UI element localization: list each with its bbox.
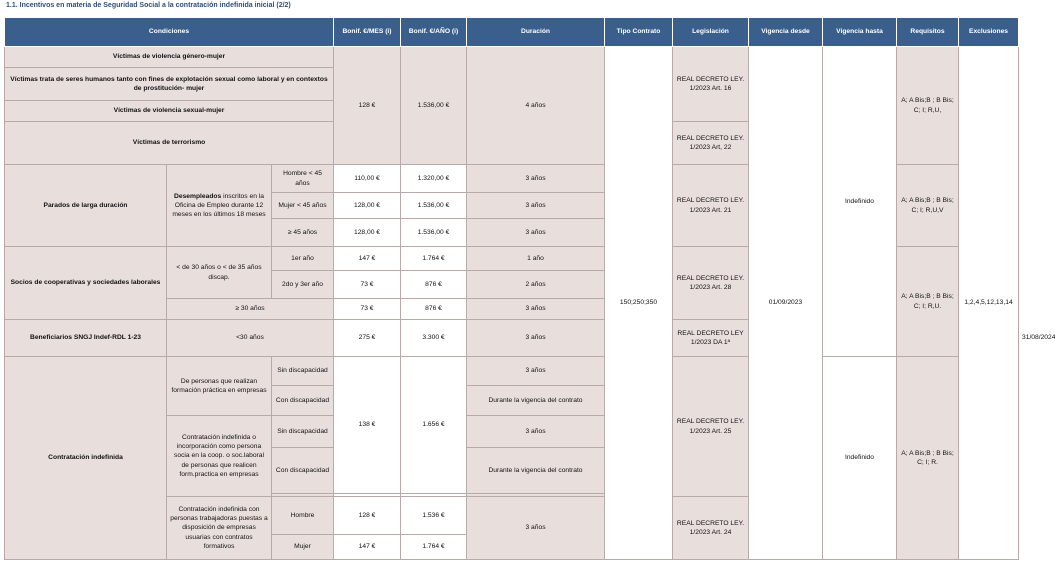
- legislacion-cell: REAL DECRETO LEY 1/2023 DA 1ª: [673, 320, 749, 357]
- duracion-cell: 1 año: [467, 247, 605, 271]
- group-label-parados: Parados de larga duración: [5, 165, 167, 247]
- table-row: [5, 47, 1019, 68]
- bonif-mes-cell: 147 €: [334, 535, 401, 560]
- subcondition-cell: <30 años: [167, 320, 334, 357]
- duracion-cell: Durante la vigencia del contrato: [467, 386, 605, 416]
- subcondition-cell: Mujer < 45 años: [272, 193, 334, 219]
- duracion-cell: 2 años: [467, 271, 605, 299]
- header-row: [5, 18, 1019, 47]
- header-condiciones: Condiciones: [5, 18, 334, 47]
- incentives-table: [4, 17, 1055, 560]
- bonif-mes-cell: 147 €: [334, 247, 401, 271]
- bonif-mes-cell: 110,00 €: [334, 165, 401, 193]
- duracion-cell: 3 años: [467, 357, 605, 386]
- subcondition-cell: Sin discapacidad: [272, 416, 334, 448]
- subcondition-cell: ≥ 45 años: [272, 219, 334, 247]
- header-tipo-contrato: Tipo Contrato: [605, 18, 673, 47]
- subcondition-cell: Con discapacidad: [272, 448, 334, 494]
- requisitos-cell: A; A Bis;B ; B Bis; C; I; R,U.: [897, 247, 959, 357]
- bonif-ano-cell: 1.764 €: [401, 535, 467, 560]
- bonif-ano-cell: 876 €: [401, 271, 467, 299]
- bonif-ano-cell: 1.536 €: [401, 497, 467, 535]
- subcondition-cell: 2do y 3er año: [272, 271, 334, 299]
- subcondition-cell: 1er año: [272, 247, 334, 271]
- requisitos-cell: A; A Bis;B ; B Bis; C; I; R,U,V: [897, 165, 959, 247]
- bonif-ano-cell: 3.300 €: [401, 320, 467, 357]
- bonif-ano-cell: 1.656 €: [401, 357, 467, 494]
- duracion-cell: 3 años: [467, 193, 605, 219]
- condition-cell: Víctimas de violencia sexual-mujer: [5, 101, 334, 122]
- bonif-ano-cell: 1.764 €: [401, 247, 467, 271]
- bonif-ano-cell: 1.536,00 €: [401, 47, 467, 165]
- contratacion-condition: Contratación indefinida con personas trabajadoras puestas a disposición de empresas usuarias con contratos formativos: [167, 497, 272, 560]
- table-row: Beneficiarios SNGJ Indef-RDL 1-23 <30 años 275 € 3.300 € 3 años REAL DECRETO LEY 1/2023 DA 1ª 31/08/2024: [5, 320, 1019, 357]
- subcondition-cell: Sin discapacidad: [272, 357, 334, 386]
- bonif-mes-cell: 128 €: [334, 47, 401, 165]
- contratacion-condition: Contratación indefinida o incorporación como persona socia en la coop. o soc.laboral de personas que realicen form.practica en empresas: [167, 416, 272, 497]
- duracion-cell: 4 años: [467, 47, 605, 165]
- condition-cell: Víctimas trata de seres humanos tanto con fines de explotación sexual como laboral y en contextos de prostitución- mujer: [5, 68, 334, 101]
- bonif-ano-cell: 1.536,00 €: [401, 193, 467, 219]
- bonif-ano-cell: 876 €: [401, 299, 467, 320]
- subcondition-cell: Hombre < 45 años: [272, 165, 334, 193]
- header-requisitos: Requisitos: [897, 18, 959, 47]
- bonif-ano-cell: 1.320,00 €: [401, 165, 467, 193]
- bonif-mes-cell: 73 €: [334, 299, 401, 320]
- vigencia-hasta-cell: Indefinido: [823, 47, 897, 357]
- legislacion-cell: REAL DECRETO LEY. 1/2023 Art, 22: [673, 122, 749, 165]
- vigencia-hasta-cell: Indefinido: [823, 357, 897, 560]
- subcondition-cell: ≥ 30 años: [167, 299, 334, 320]
- duracion-cell: 3 años: [467, 497, 605, 560]
- legislacion-cell: REAL DECRETO LEY. 1/2023 Art. 25: [673, 357, 749, 497]
- group-label-sngj: Beneficiarios SNGJ Indef-RDL 1-23: [5, 320, 167, 357]
- header-legislacion: Legislación: [673, 18, 749, 47]
- header-exclusiones: Exclusiones: [959, 18, 1019, 47]
- legislacion-cell: REAL DECRETO LEY. 1/2023 Art. 21: [673, 165, 749, 247]
- bonif-mes-cell: 128 €: [334, 497, 401, 535]
- contratacion-condition: De personas que realizan formación práctica en empresas: [167, 357, 272, 416]
- header-vigencia-desde: Vigencia desde: [749, 18, 823, 47]
- duracion-cell: 3 años: [467, 299, 605, 320]
- duracion-cell: 3 años: [467, 320, 605, 357]
- subcondition-cell: Hombre: [272, 497, 334, 535]
- bonif-ano-cell: 1.536,00 €: [401, 219, 467, 247]
- group-label-contratacion: Contratación indefinida: [5, 357, 167, 560]
- legislacion-cell: REAL DECRETO LEY. 1/2023 Art. 24: [673, 497, 749, 560]
- bonif-mes-cell: 128,00 €: [334, 219, 401, 247]
- subcondition-cell: Mujer: [272, 535, 334, 560]
- vigencia-desde-cell: 01/09/2023: [749, 47, 823, 560]
- header-bonif-mes: Bonif. €/MES (i): [334, 18, 401, 47]
- condition-cell: Víctimas de violencia género-mujer: [5, 47, 334, 68]
- socios-condition: < de 30 años o < de 35 años discap.: [167, 247, 272, 299]
- duracion-cell: 3 años: [467, 165, 605, 193]
- duracion-cell: Durante la vigencia del contrato: [467, 448, 605, 494]
- table-row: [5, 357, 1019, 386]
- bonif-mes-cell: 275 €: [334, 320, 401, 357]
- subcondition-cell: Con discapacidad: [272, 386, 334, 416]
- duracion-cell: 3 años: [467, 219, 605, 247]
- parados-description: [167, 165, 272, 247]
- header-bonif-ano: Bonif. €/AÑO (i): [401, 18, 467, 47]
- exclusiones-cell: 1,2,4,5,12,13,14: [959, 47, 1019, 560]
- page-title: 1.1. Incentivos en materia de Seguridad Social a la contratación indefinida inicial (2/2): [6, 2, 291, 9]
- legislacion-cell: REAL DECRETO LEY. 1/2023 Art. 28: [673, 247, 749, 320]
- header-vigencia-hasta: Vigencia hasta: [823, 18, 897, 47]
- header-duracion: Duración: [467, 18, 605, 47]
- parados-description-bold: Desempleados: [174, 192, 222, 200]
- parados-description-rest: inscritos en la Oficina de Empleo durante 12 meses en los últimos 18 meses: [172, 192, 266, 219]
- legislacion-cell: REAL DECRETO LEY. 1/2023 Art. 16: [673, 47, 749, 122]
- condition-cell: Víctimas de terrorismo: [5, 122, 334, 165]
- bonif-mes-cell: 73 €: [334, 271, 401, 299]
- bonif-mes-cell: 128,00 €: [334, 193, 401, 219]
- group-label-socios: Socios de cooperativas y sociedades laborales: [5, 247, 167, 320]
- duracion-cell: 3 años: [467, 416, 605, 448]
- tipo-contrato-cell: 150;250;350: [605, 47, 673, 560]
- requisitos-cell: A; A Bis;B ; B Bis; C; I; R,U,: [897, 47, 959, 165]
- requisitos-cell: A; A Bis;B ; B Bis; C; I; R.: [897, 357, 959, 560]
- bonif-mes-cell: 138 €: [334, 357, 401, 494]
